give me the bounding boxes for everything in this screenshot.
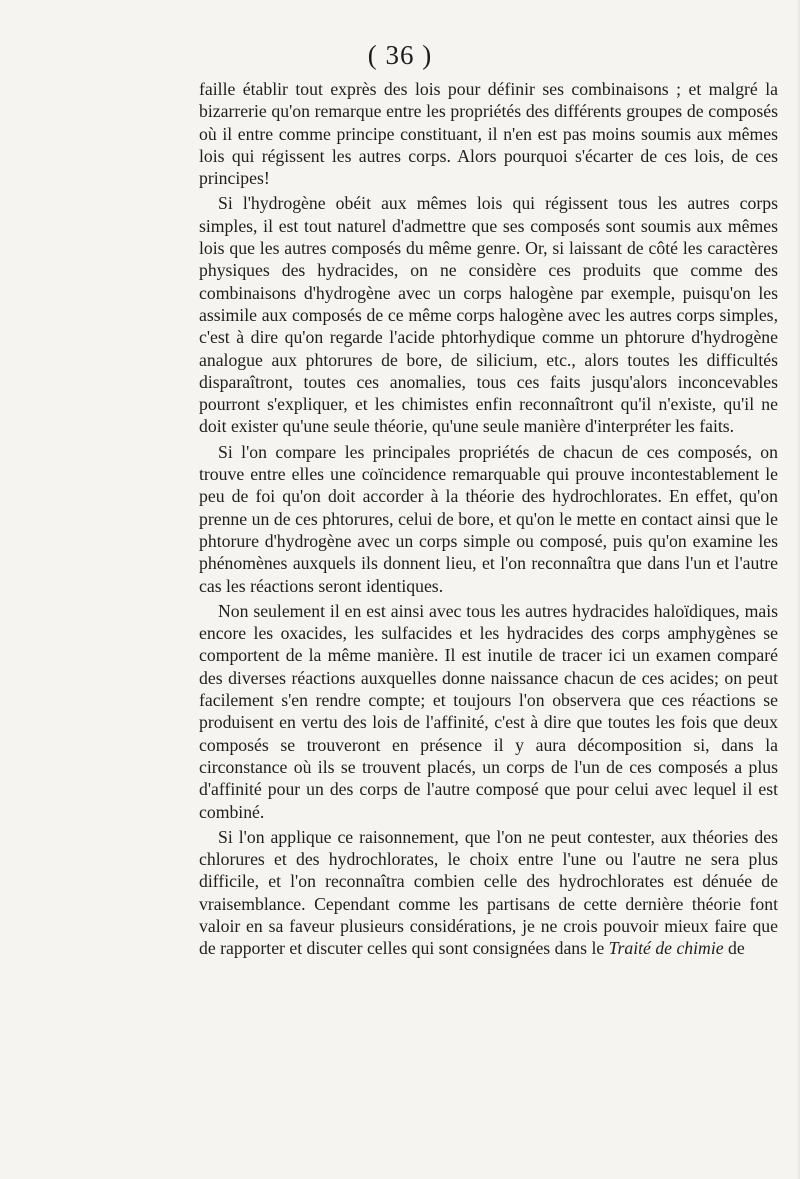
paragraph-2: Si l'hydrogène obéit aux mêmes lois qui régissent tous les autres corps simples, il est tout naturel d'admettre que ses composés sont soumis aux mêmes lois que les autres composés du même genre. Or, si laissant de côté les caractères physiques des hydracides, on ne considère ces produits que comme des combinaisons d'hydrogène avec un corps halogène par exemple, puisqu'on les assimile aux composés de ce même corps halogène avec les autres corps simples, c'est à dire qu'on regarde l'acide phtorhydique comme un phtorure d'hydrogène analogue aux phtorures de bore, de silicium, etc., alors toutes les difficultés disparaîtront, toutes ces anomalies, tous ces faits jusqu'alors inconcevables pourront s'expliquer, et les chimistes enfin reconnaîtront qu'il n'existe, qu'il ne doit exister qu'une seule théorie, qu'une seule manière d'interpréter les faits. [199,193,778,437]
paragraph-4: Non seulement il en est ainsi avec tous les autres hydracides haloïdiques, mais encore les oxacides, les sulfacides et les hydracides des corps amphygènes se comportent de la même manière. Il est inutile de tracer ici un examen comparé des diverses réactions auxquelles donne naissance chacun de ces acides; on peut facilement s'en rendre compte; et toujours l'on observera que ces réactions se produisent en vertu des lois de l'affinité, c'est à dire que toutes les fois que deux composés se trouveront en présence il y aura décomposition si, dans la circonstance où ils se trouvent placés, un corps de l'un de ces composés a plus d'affinité pour un des corps de l'autre composé que pour celui avec lequel il est combiné. [199,600,778,822]
paragraph-3: Si l'on compare les principales propriétés de chacun de ces composés, on trouve entre elles une coïncidence remarquable qui prouve incontestablement le peu de foi qu'on doit accorder à la théorie des hydrochlorates. En effet, qu'on prenne un de ces phtorures, celui de bore, et qu'on le mette en contact ainsi que le phtorure d'hydrogène avec un corps simple ou composé, puis qu'on examine les phénomènes auxquels ils donnent lieu, et l'on reconnaîtra que dans l'un et l'autre cas les réactions seront identiques. [199,441,778,596]
paragraph-5-text: Si l'on applique ce raisonnement, que l'on ne peut contester, aux théories des chlorures et des hydrochlorates, le choix entre l'une ou l'autre ne sera plus difficile, et l'on reconnaîtra combien celle des hydrochlorates est dénuée de vraisemblance. Cependant comme les partisans de cette dernière théorie font valoir en sa faveur plusieurs considérations, je ne crois pouvoir mieux faire que de rapporter et discuter celles qui sont consignées dans le [199,826,778,959]
body-text [199,78,778,963]
book-title-reference: Traité de chimie [608,938,724,959]
paragraph-1: faille établir tout exprès des lois pour définir ses combinaisons ; et malgré la bizarrerie qu'on remarque entre les propriétés des différents groupes de composés où il entre comme principe constituant, il n'en est pas moins soumis aux mêmes lois qui régissent les autres corps. Alors pourquoi s'écarter de ces lois, de ces principes! [199,79,778,189]
page-number: ( 36 ) [367,40,433,70]
paragraph-5-tail: de [723,938,745,959]
paragraph-5 [199,826,778,960]
